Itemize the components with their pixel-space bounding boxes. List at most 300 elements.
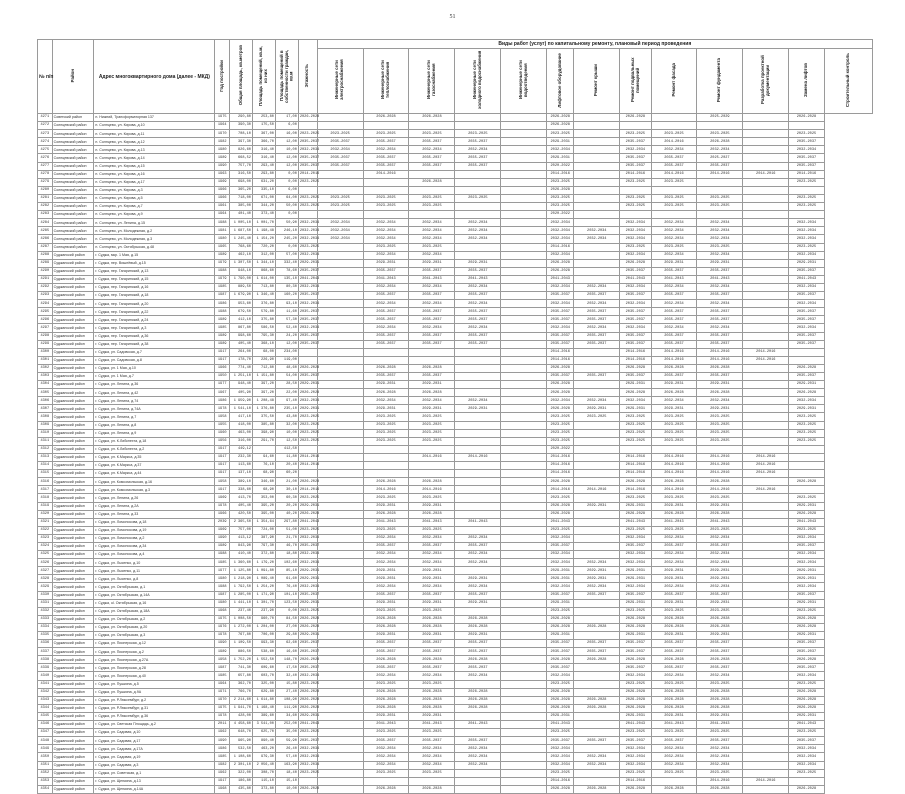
table-cell: Суджанский район: [52, 688, 94, 696]
table-cell: 2029-2031: [409, 712, 455, 720]
table-cell: 1 354,64: [252, 518, 275, 526]
table-cell: 2029-2031: [651, 575, 697, 583]
table-cell: Солнцевский район: [52, 154, 94, 162]
table-cell: [743, 373, 789, 381]
table-cell: [501, 138, 547, 146]
table-cell: 2029-2031: [409, 381, 455, 389]
table-cell: 2023-2025: [651, 526, 697, 534]
table-cell: 2032-2034: [620, 672, 651, 680]
table-cell: [743, 551, 789, 559]
table-cell: 4322: [38, 526, 53, 534]
table-cell: [317, 186, 363, 194]
table-cell: 2023-2025: [547, 680, 574, 688]
table-cell: 50,90: [275, 219, 298, 227]
table-cell: [697, 445, 743, 453]
table-cell: [501, 122, 547, 130]
table-cell: 2035-2037: [789, 542, 824, 550]
table-cell: 1 218,90: [230, 575, 253, 583]
table-cell: Солнцевский район: [52, 178, 94, 186]
table-cell: 2032-2034: [651, 397, 697, 405]
table-cell: 2041-2043: [651, 275, 697, 283]
table-cell: 0,00: [275, 211, 298, 219]
table-cell: [409, 186, 455, 194]
table-cell: Суджанский район: [52, 623, 94, 631]
table-cell: 2032-2034: [651, 534, 697, 542]
table-cell: 4337: [38, 648, 53, 656]
table-cell: 27,40: [275, 688, 298, 696]
table-cell: 2032-2034: [697, 397, 743, 405]
table-cell: 4275: [38, 146, 53, 154]
table-cell: [620, 186, 651, 194]
table-cell: 2014-2016: [697, 486, 743, 494]
table-cell: [501, 696, 547, 704]
table-cell: г. Суджа, ул. Комсомольская, д.3: [94, 486, 215, 494]
table-cell: [501, 170, 547, 178]
table-cell: 4345: [38, 712, 53, 720]
table-cell: 2026-2028: [620, 510, 651, 518]
table-cell: 2032-2034: [317, 219, 363, 227]
table-cell: 1 198,48: [252, 227, 275, 235]
table-cell: 2035-2037: [298, 308, 317, 316]
table-cell: [501, 292, 547, 300]
table-cell: 1 959,90: [230, 397, 253, 405]
table-row: [38, 283, 873, 291]
table-cell: 1990: [215, 640, 230, 648]
table-cell: 2032-2034: [789, 753, 824, 761]
table-cell: Солнцевский район: [52, 211, 94, 219]
table-cell: [501, 785, 547, 793]
table-row: [38, 219, 873, 227]
table-cell: 2035-2037: [363, 340, 409, 348]
table-cell: 2014-2016: [697, 462, 743, 470]
table-row: [38, 154, 873, 162]
table-row: [38, 300, 873, 308]
table-cell: 2032-2034: [697, 753, 743, 761]
table-cell: г. Суджа, ул. Р.Люксембург, д.2: [94, 696, 215, 704]
table-cell: 2035-2037: [298, 542, 317, 550]
table-cell: 316,40: [252, 146, 275, 154]
table-cell: 2032-2034: [620, 235, 651, 243]
table-cell: 2023-2025: [697, 421, 743, 429]
table-cell: 741,30: [230, 664, 253, 672]
table-cell: [743, 283, 789, 291]
table-cell: 2029-2031: [363, 259, 409, 267]
table-cell: 2032-2034: [697, 745, 743, 753]
table-cell: [743, 275, 789, 283]
table-cell: Суджанский район: [52, 551, 94, 559]
table-cell: [455, 211, 501, 219]
table-cell: 2026-2028: [547, 478, 574, 486]
table-cell: 178,70: [230, 356, 253, 364]
table-row: [38, 478, 873, 486]
table-cell: 2035-2037: [547, 316, 574, 324]
table-cell: 1982: [215, 761, 230, 769]
table-cell: 2014-2016: [620, 462, 651, 470]
table-cell: 101,10: [275, 591, 298, 599]
table-cell: 2014-2016: [547, 453, 574, 461]
table-row: [38, 470, 873, 478]
table-cell: Суджанский район: [52, 712, 94, 720]
table-cell: 1981: [215, 227, 230, 235]
table-cell: 2023-2025: [363, 437, 409, 445]
table-cell: 2032-2034: [363, 761, 409, 769]
table-cell: 2029-2031: [697, 259, 743, 267]
table-row: [38, 348, 873, 356]
table-cell: Суджанский район: [52, 251, 94, 259]
table-cell: [409, 777, 455, 785]
table-cell: 322,00: [230, 769, 253, 777]
table-cell: 2023-2025: [789, 429, 824, 437]
table-cell: Солнцевский район: [52, 243, 94, 251]
table-cell: [501, 453, 547, 461]
table-cell: п. Солнцево, ул. Кирова, д.3: [94, 186, 215, 194]
table-cell: 2032-2034: [409, 235, 455, 243]
table-cell: 1917: [215, 445, 230, 453]
table-cell: 362,70: [230, 680, 253, 688]
table-cell: 246,10: [275, 227, 298, 235]
table-cell: г. Суджа, ул. К.Либкнехта, д.18: [94, 437, 215, 445]
table-cell: 2026-2028: [789, 364, 824, 372]
table-cell: 2035-2037: [651, 591, 697, 599]
table-cell: 1978: [215, 405, 230, 413]
table-cell: 2032-2034: [620, 761, 651, 769]
table-cell: 338,60: [230, 486, 253, 494]
table-cell: 4340: [38, 672, 53, 680]
table-cell: [317, 122, 363, 130]
table-row: [38, 292, 873, 300]
table-cell: 2023-2025: [298, 494, 317, 502]
table-cell: 367,00: [252, 130, 275, 138]
table-cell: 4303: [38, 373, 53, 381]
table-cell: 2032-2034: [547, 753, 574, 761]
table-cell: 4311: [38, 437, 53, 445]
table-cell: [455, 769, 501, 777]
table-cell: Солнцевский район: [52, 219, 94, 227]
table-cell: [317, 429, 363, 437]
table-cell: 2029-2031: [363, 712, 409, 720]
header-residential-area: Площадь помещений в собственности граждан, кв.м: [275, 40, 298, 114]
table-cell: [317, 656, 363, 664]
table-cell: 2026-2028: [620, 615, 651, 623]
table-cell: 766,70: [230, 688, 253, 696]
table-cell: [455, 462, 501, 470]
table-cell: п. Солнцево, ул. Кирова, д.10: [94, 122, 215, 130]
table-cell: 1966: [215, 510, 230, 518]
table-cell: г. Суджа, ул. Лысенко, д.10: [94, 559, 215, 567]
table-cell: 4291: [38, 275, 53, 283]
table-cell: 26,40: [275, 745, 298, 753]
table-cell: [501, 373, 547, 381]
table-cell: 2035-2037: [298, 648, 317, 656]
table-cell: 2035-2037: [547, 737, 574, 745]
table-cell: 2032-2034: [455, 583, 501, 591]
table-cell: 2035-2037: [317, 154, 363, 162]
table-cell: 2029-2031: [547, 575, 574, 583]
table-cell: 20,40: [275, 462, 298, 470]
table-cell: 111,90: [275, 704, 298, 712]
table-cell: [501, 283, 547, 291]
table-cell: 1958: [215, 656, 230, 664]
table-cell: 1917: [215, 453, 230, 461]
table-cell: 2026-2028: [298, 389, 317, 397]
table-cell: 2023-2025: [620, 607, 651, 615]
table-cell: Суджанский район: [52, 583, 94, 591]
table-cell: [574, 211, 620, 219]
table-cell: 2035-2037: [455, 648, 501, 656]
table-cell: [501, 510, 547, 518]
table-cell: 1956: [215, 437, 230, 445]
table-cell: [317, 292, 363, 300]
table-cell: [574, 219, 620, 227]
table-cell: 2032-2034: [547, 761, 574, 769]
table-cell: 2026-2028: [789, 623, 824, 631]
table-cell: [743, 672, 789, 680]
table-cell: 2029-2031: [455, 405, 501, 413]
table-cell: 2032-2034: [697, 235, 743, 243]
table-cell: [455, 356, 501, 364]
table-cell: [501, 397, 547, 405]
table-cell: 648,70: [230, 729, 253, 737]
table-cell: 2041-2043: [547, 518, 574, 526]
table-cell: 2035-2037: [697, 542, 743, 550]
table-cell: 1958: [215, 413, 230, 421]
table-cell: 2023-2025: [455, 130, 501, 138]
table-cell: [574, 615, 620, 623]
table-cell: 698,00: [230, 178, 253, 186]
table-row: [38, 332, 873, 340]
table-cell: 119,00: [275, 356, 298, 364]
table-cell: 94,60: [252, 453, 275, 461]
table-cell: [574, 381, 620, 389]
table-cell: 2023-2025: [409, 421, 455, 429]
table-cell: г. Суджа, ул. Пушкина, д.5: [94, 680, 215, 688]
table-cell: 293,40: [252, 162, 275, 170]
table-cell: Солнцевский район: [52, 122, 94, 130]
table-cell: 2035-2037: [620, 373, 651, 381]
table-cell: 2023-2025: [620, 203, 651, 211]
table-cell: [409, 445, 455, 453]
table-cell: 57,40: [275, 753, 298, 761]
table-cell: 2 056,40: [252, 761, 275, 769]
table-cell: [743, 704, 789, 712]
table-cell: [574, 526, 620, 534]
table-cell: 2029-2031: [697, 405, 743, 413]
table-cell: 2035-2037: [455, 542, 501, 550]
table-cell: 1977: [215, 381, 230, 389]
table-cell: 435,80: [230, 785, 253, 793]
table-cell: г. Суджа, пер. Гагаринский, д.38: [94, 340, 215, 348]
table-cell: 2026-2028: [620, 478, 651, 486]
table-cell: г. Суджа, ул. Лысенко, д.8: [94, 575, 215, 583]
table-cell: 2032-2034: [547, 324, 574, 332]
table-cell: Суджанский район: [52, 462, 94, 470]
table-cell: [363, 356, 409, 364]
table-cell: [501, 721, 547, 729]
table-cell: 2023-2025: [697, 413, 743, 421]
table-cell: [789, 186, 824, 194]
table-cell: [574, 542, 620, 550]
table-cell: [363, 453, 409, 461]
table-row: [38, 696, 873, 704]
table-cell: 2032-2034: [455, 146, 501, 154]
table-cell: 1 251,10: [230, 373, 253, 381]
table-cell: 2023-2025: [697, 494, 743, 502]
table-cell: 2026-2028: [697, 389, 743, 397]
table-row: [38, 542, 873, 550]
table-cell: 4287: [38, 243, 53, 251]
table-cell: 4320: [38, 510, 53, 518]
table-cell: 2023-2025: [789, 203, 824, 211]
table-cell: 2011: [215, 721, 230, 729]
table-cell: г. Суджа, ул. Светская Площадь, д.2: [94, 721, 215, 729]
table-cell: Солнцевский район: [52, 162, 94, 170]
table-cell: 2020-2022: [547, 211, 574, 219]
table-cell: 2032-2034: [547, 283, 574, 291]
table-cell: Суджанский район: [52, 761, 94, 769]
table-cell: 2035-2037: [620, 640, 651, 648]
table-cell: Суджанский район: [52, 356, 94, 364]
header-work-9: Ремонт фасада: [651, 49, 697, 114]
table-cell: 2035-2037: [363, 332, 409, 340]
table-cell: 365,20: [230, 186, 253, 194]
table-cell: 4301: [38, 356, 53, 364]
table-cell: 59,90: [275, 737, 298, 745]
table-row: [38, 518, 873, 526]
table-cell: 2035-2037: [620, 154, 651, 162]
table-cell: 1985: [215, 672, 230, 680]
table-cell: 2029-2031: [298, 381, 317, 389]
table-cell: г. Суджа, пер. Вишнёвый, д.15: [94, 259, 215, 267]
table-cell: [501, 146, 547, 154]
table-cell: 395,00: [252, 510, 275, 518]
table-cell: 4292: [38, 283, 53, 291]
table-cell: 1 344,10: [252, 259, 275, 267]
table-cell: [743, 122, 789, 130]
table-cell: 2023-2025: [409, 203, 455, 211]
table-cell: [501, 243, 547, 251]
table-cell: г. Суджа, ул. Октябрьская, д.14А: [94, 591, 215, 599]
table-cell: 2026-2028: [547, 510, 574, 518]
table-cell: 797,30: [252, 542, 275, 550]
table-cell: 2032-2034: [574, 583, 620, 591]
table-cell: 1990: [215, 737, 230, 745]
table-cell: Суджанский район: [52, 478, 94, 486]
table-cell: 2026-2028: [651, 615, 697, 623]
table-cell: 2032-2034: [697, 300, 743, 308]
table-cell: 2041-2043: [620, 721, 651, 729]
table-cell: 774,40: [230, 364, 253, 372]
table-cell: 2035-2037: [789, 308, 824, 316]
table-cell: 2023-2025: [651, 607, 697, 615]
table-cell: 2032-2034: [363, 397, 409, 405]
table-cell: г. Суджа, пер. Гагаринский, д.13: [94, 267, 215, 275]
table-cell: [743, 397, 789, 405]
table-cell: [789, 356, 824, 364]
table-cell: 2035-2037: [697, 332, 743, 340]
table-cell: 2029-2031: [651, 599, 697, 607]
table-cell: 2023-2025: [363, 243, 409, 251]
table-cell: 2026-2028: [298, 478, 317, 486]
table-cell: [501, 251, 547, 259]
table-cell: 4352: [38, 769, 53, 777]
table-cell: 2023-2025: [547, 421, 574, 429]
table-cell: [317, 664, 363, 672]
table-cell: 2032-2034: [620, 227, 651, 235]
table-cell: 2026-2028: [547, 389, 574, 397]
table-cell: [743, 324, 789, 332]
table-cell: 2023-2025: [409, 494, 455, 502]
table-cell: 2023-2025: [651, 178, 697, 186]
table-cell: г. Суджа, ул. Октябрьская, д.1: [94, 583, 215, 591]
table-cell: 2026-2028: [363, 615, 409, 623]
table-cell: [697, 122, 743, 130]
table-cell: 15,80: [275, 680, 298, 688]
table-cell: г. Суджа, ул. Садовая, д.3: [94, 761, 215, 769]
table-cell: 2026-2028: [298, 615, 317, 623]
table-cell: г. Суджа, ул. Ленина, д.8: [94, 421, 215, 429]
table-cell: 2023-2025: [620, 526, 651, 534]
table-cell: 4343: [38, 696, 53, 704]
table-cell: [501, 712, 547, 720]
table-cell: Суджанский район: [52, 429, 94, 437]
table-cell: [298, 470, 317, 478]
table-cell: 2014-2016: [620, 356, 651, 364]
table-cell: Солнцевский район: [52, 227, 94, 235]
table-cell: [501, 381, 547, 389]
table-cell: 2026-2028: [651, 704, 697, 712]
table-row: [38, 575, 873, 583]
table-row: [38, 203, 873, 211]
table-cell: [317, 729, 363, 737]
table-cell: 2026-2028: [547, 615, 574, 623]
table-cell: [743, 680, 789, 688]
table-cell: 4325: [38, 551, 53, 559]
table-cell: г. Суджа, ул. К.Либкнехта, д.2: [94, 445, 215, 453]
table-cell: 586,50: [252, 324, 275, 332]
table-cell: [501, 413, 547, 421]
table-cell: 2035-2037: [363, 664, 409, 672]
table-cell: г. Суджа, ул. К.Маркса, д.37: [94, 462, 215, 470]
table-cell: 2029-2031: [363, 405, 409, 413]
table-cell: 4334: [38, 623, 53, 631]
table-cell: 2035-2037: [409, 340, 455, 348]
table-cell: [743, 567, 789, 575]
table-cell: 4278: [38, 170, 53, 178]
table-cell: [574, 551, 620, 559]
table-cell: 1 301,70: [252, 599, 275, 607]
table-cell: 2026-2028: [363, 696, 409, 704]
table-cell: 2023-2025: [789, 437, 824, 445]
table-cell: 2026-2028: [651, 510, 697, 518]
table-cell: [743, 478, 789, 486]
table-cell: 344,20: [252, 203, 275, 211]
table-cell: 2026-2028: [574, 623, 620, 631]
header-work-10: Ремонт фундамента: [697, 49, 743, 114]
table-cell: 2032-2034: [620, 559, 651, 567]
table-cell: 17,00: [275, 114, 298, 122]
table-cell: 2032-2034: [298, 235, 317, 243]
table-cell: [574, 729, 620, 737]
table-cell: 2026-2028: [789, 510, 824, 518]
table-cell: 2014-2016: [697, 348, 743, 356]
table-cell: 2026-2028: [789, 688, 824, 696]
table-row: [38, 453, 873, 461]
table-cell: 2035-2037: [574, 591, 620, 599]
table-row: [38, 486, 873, 494]
table-cell: 85,10: [275, 567, 298, 575]
table-cell: п. Солнцево, ул. Молодежная, д.3: [94, 235, 215, 243]
table-cell: 2014-2016: [298, 453, 317, 461]
